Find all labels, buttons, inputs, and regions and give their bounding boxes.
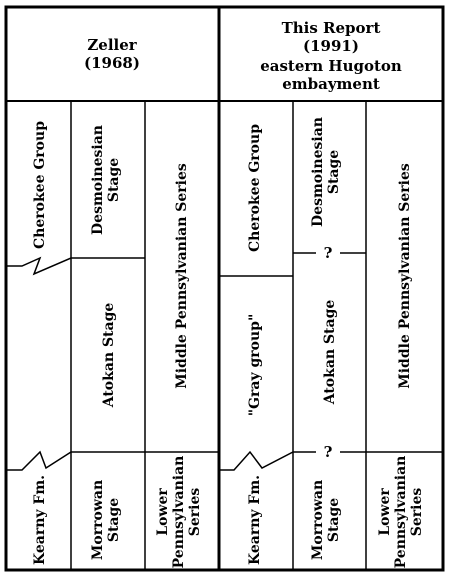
- uncertain-marker-lower: ?: [323, 443, 333, 461]
- left-kearny-fm-label: Kearny Fm.: [32, 474, 48, 566]
- left-desmoinesian-line1: Desmoinesian: [90, 125, 106, 235]
- right-atokan-stage-label: Atokan Stage: [322, 299, 338, 405]
- right-morrowan-line2: Stage: [326, 497, 342, 543]
- left-lower-penn-line2: Pennsylvanian: [171, 455, 187, 569]
- right-jagged-lower: [219, 452, 316, 470]
- left-lower-penn-line1: Lower: [155, 488, 171, 536]
- right-lower-penn-line1: Lower: [377, 488, 393, 536]
- right-header-line4: embayment: [282, 75, 380, 93]
- right-desmoinesian-line2: Stage: [326, 149, 342, 195]
- uncertain-marker-upper: ?: [323, 244, 333, 262]
- right-desmoinesian-line1: Desmoinesian: [310, 117, 326, 227]
- right-morrowan-line1: Morrowan: [310, 479, 326, 561]
- left-jagged-upper: [6, 258, 145, 274]
- right-header-line2: (1991): [303, 37, 359, 55]
- left-middle-penn-series-label: Middle Pennsylvanian Series: [174, 163, 190, 389]
- left-lower-penn-line3: Series: [187, 487, 203, 537]
- left-atokan-stage-label: Atokan Stage: [101, 302, 117, 408]
- left-header-line2: (1968): [84, 54, 140, 72]
- right-header-line1: This Report: [281, 19, 381, 37]
- right-header-line3: eastern Hugoton: [260, 57, 402, 75]
- right-lower-penn-line2: Pennsylvanian: [393, 455, 409, 569]
- right-cherokee-group-label: Cherokee Group: [247, 124, 263, 252]
- left-morrowan-line2: Stage: [106, 497, 122, 543]
- right-middle-penn-series-label: Middle Pennsylvanian Series: [397, 163, 413, 389]
- left-jagged-lower: [6, 452, 145, 470]
- left-header-line1: Zeller: [87, 36, 137, 54]
- right-kearny-fm-label: Kearny Fm.: [247, 474, 263, 566]
- left-morrowan-line1: Morrowan: [90, 479, 106, 561]
- right-lower-penn-line3: Series: [409, 487, 425, 537]
- right-gray-group-label: "Gray group": [247, 313, 263, 417]
- left-cherokee-group-label: Cherokee Group: [32, 121, 48, 249]
- left-desmoinesian-line2: Stage: [106, 157, 122, 203]
